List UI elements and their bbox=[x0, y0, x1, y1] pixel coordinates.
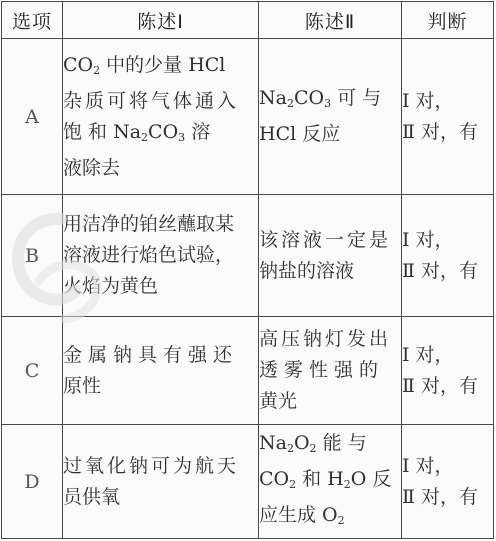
table-header-row bbox=[2, 2, 494, 39]
statement-line: $Na_2CO_3$ 可 与 bbox=[259, 87, 382, 110]
judgment-line: Ⅰ 对， bbox=[402, 228, 454, 251]
statement-line: 溶液进行焰色试验， bbox=[63, 244, 235, 266]
statement-1-cell bbox=[63, 39, 259, 195]
statement-2-cell bbox=[259, 317, 402, 425]
header-judgment: 判断 bbox=[402, 2, 494, 39]
statement-line: 用洁净的铂丝蘸取某 bbox=[63, 213, 235, 235]
document-page bbox=[1, 1, 493, 538]
judgment-line: Ⅱ 对，有 bbox=[402, 120, 478, 143]
statement-line: $Na_2O_2$ 能 与 bbox=[259, 431, 367, 455]
option-label: B bbox=[2, 195, 63, 317]
statement-line: $CO_2$ 中的少量 HCl bbox=[63, 53, 226, 77]
statement-line: 该溶液一定是 bbox=[259, 228, 392, 251]
statement-2-cell bbox=[259, 39, 402, 195]
table-row bbox=[2, 195, 494, 317]
statement-line: HCl 反应 bbox=[259, 123, 341, 145]
statement-line: 透雾性强的 bbox=[259, 359, 385, 381]
statement-line: 过氧化钠可为航天 bbox=[63, 454, 240, 477]
statement-line: 员供氧 bbox=[63, 485, 121, 508]
header-option: 选项 bbox=[2, 2, 63, 39]
statement-line: $CO_2$ 和 $H_2O$ 反 bbox=[259, 467, 392, 491]
judgment-cell bbox=[402, 317, 494, 425]
statement-line: 应生成 $O_2$ bbox=[259, 503, 345, 527]
statement-line: 黄光 bbox=[259, 390, 298, 412]
statement-line: 钠盐的溶液 bbox=[259, 259, 355, 282]
header-statement-2: 陈述Ⅱ bbox=[259, 2, 402, 39]
option-label: C bbox=[2, 317, 63, 425]
judgment-line: Ⅰ 对， bbox=[402, 89, 454, 112]
statement-1-cell bbox=[63, 425, 259, 539]
header-statement-1: 陈述Ⅰ bbox=[63, 2, 259, 39]
option-label: D bbox=[2, 425, 63, 539]
judgment-line: Ⅱ 对，有 bbox=[402, 374, 478, 397]
statement-2-cell bbox=[259, 425, 402, 539]
statement-1-cell bbox=[63, 195, 259, 317]
table-row bbox=[2, 425, 494, 539]
statement-line: 高压钠灯发出 bbox=[259, 328, 392, 350]
statement-line: 液除去 bbox=[63, 156, 121, 179]
statement-line: 杂质可将气体通入 bbox=[63, 89, 240, 112]
comparison-table bbox=[1, 1, 494, 539]
judgment-line: Ⅱ 对，有 bbox=[402, 485, 478, 508]
option-label: A bbox=[2, 39, 63, 195]
statement-line: 金属钠具有强还 bbox=[63, 343, 239, 366]
statement-line: 饱 和 $Na_2CO_3$ 溶 bbox=[63, 120, 211, 144]
statement-line: 原性 bbox=[63, 374, 102, 397]
judgment-line: Ⅰ 对， bbox=[402, 454, 454, 477]
statement-line: 火焰为黄色 bbox=[63, 275, 159, 297]
judgment-cell bbox=[402, 425, 494, 539]
judgment-cell bbox=[402, 39, 494, 195]
judgment-cell bbox=[402, 195, 494, 317]
judgment-line: Ⅰ 对， bbox=[402, 343, 454, 366]
table-row bbox=[2, 39, 494, 195]
statement-2-cell bbox=[259, 195, 402, 317]
statement-1-cell bbox=[63, 317, 259, 425]
table-row bbox=[2, 317, 494, 425]
judgment-line: Ⅱ 对，有 bbox=[402, 259, 478, 282]
